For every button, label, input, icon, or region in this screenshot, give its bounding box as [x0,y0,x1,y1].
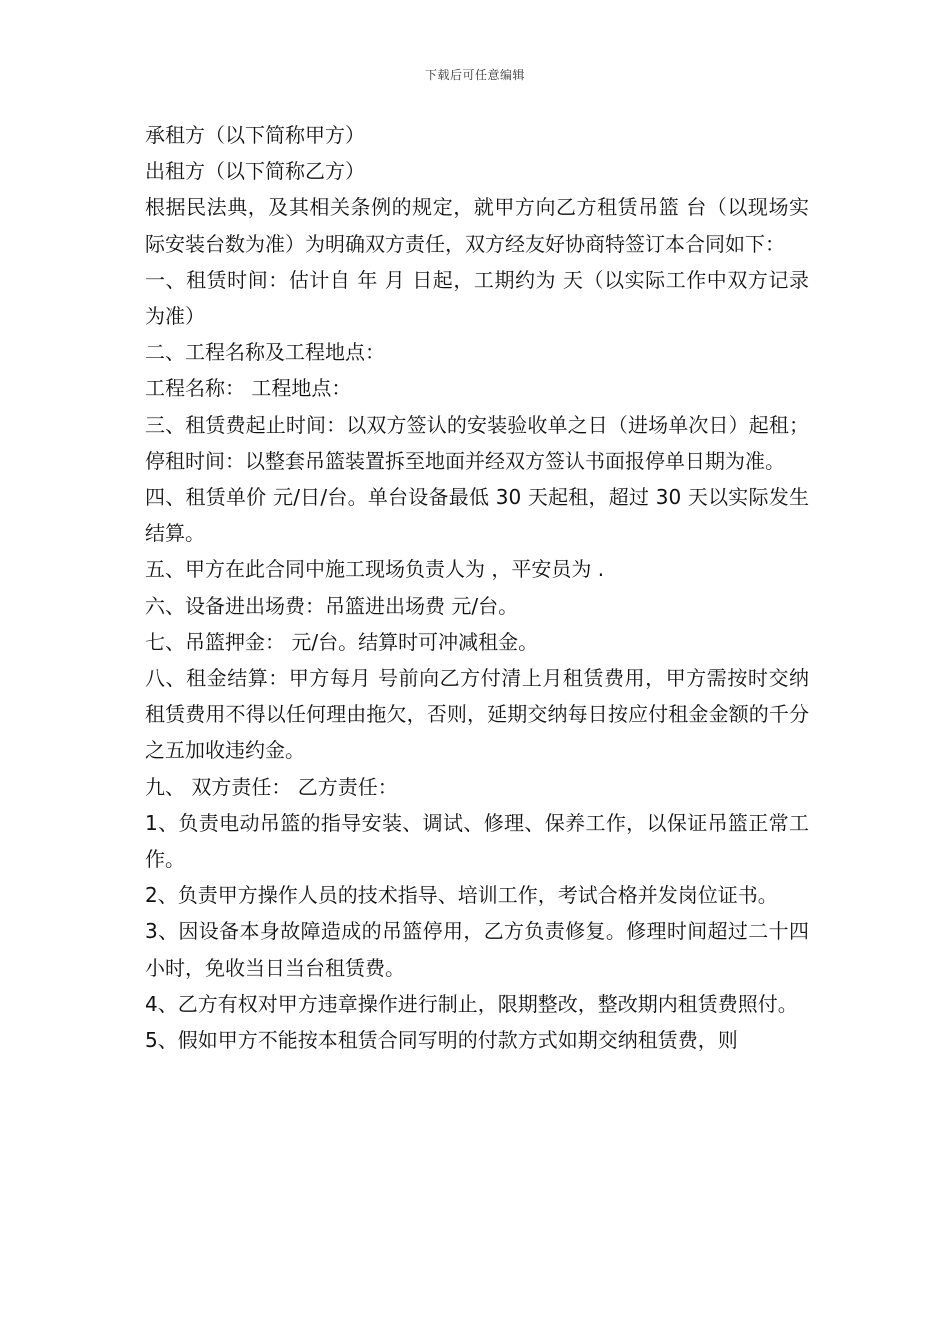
paragraph-duty-3: 3、因设备本身故障造成的吊篮停用，乙方负责修复。修理时间超过二十四小时，免收当日当台租赁费。 [145,919,809,980]
paragraph-clause-3: 三、租赁费起止时间：以双方签认的安装验收单之日（进场单次日）起租；停租时间：以整套吊篮装置拆至地面并经双方签认书面报停单日期为准。 [145,412,809,473]
document-body [145,117,809,1058]
paragraph-preamble: 根据民法典，及其相关条例的规定，就甲方向乙方租赁吊篮 台（以现场实际安装台数为准）为明确双方责任，双方经友好协商特签订本合同如下： [145,195,809,256]
paragraph-lessee: 承租方（以下简称甲方） [145,123,365,147]
paragraph-clause-6: 六、设备进出场费：吊篮进出场费 元/台。 [145,593,519,618]
paragraph-clause-2: 二、工程名称及工程地点： [145,340,385,365]
paragraph-clause-8: 八、租金结算：甲方每月 号前向乙方付清上月租赁费用，甲方需按时交纳租赁费用不得以任何理由拖欠，否则，延期交纳每日按应付租金金额的千分之五加收违约金。 [145,666,809,763]
paragraph-clause-1: 一、租赁时间：估计自 年 月 日起，工期约为 天（以实际工作中双方记录为准） [145,267,809,329]
page-header-note: 下载后可任意编辑 [424,68,525,82]
paragraph-project-name: 工程名称： 工程地点： [145,376,352,401]
paragraph-lessor: 出租方（以下简称乙方） [145,159,365,184]
paragraph-clause-4: 四、租赁单价 元/日/台。单台设备最低 30 天起租，超过 30 天以实际发生结算。 [145,485,809,546]
paragraph-duty-5: 5、假如甲方不能按本租赁合同写明的付款方式如期交纳租赁费，则 [145,1028,738,1053]
paragraph-clause-5: 五、甲方在此合同中施工现场负责人为 ，平安员为 . [145,557,605,582]
paragraph-duty-4: 4、乙方有权对甲方违章操作进行制止，限期整改，整改期内租赁费照付。 [145,991,798,1016]
paragraph-duty-2: 2、负责甲方操作人员的技术指导、培训工作，考试合格并发岗位证书。 [145,883,778,908]
paragraph-duty-1: 1、负责电动吊篮的指导安装、调试、修理、保养工作，以保证吊篮正常工作。 [145,810,809,872]
paragraph-clause-9: 九、 双方责任： 乙方责任： [145,774,398,799]
paragraph-clause-7: 七、吊篮押金： 元/台。结算时可冲减租金。 [145,629,539,654]
